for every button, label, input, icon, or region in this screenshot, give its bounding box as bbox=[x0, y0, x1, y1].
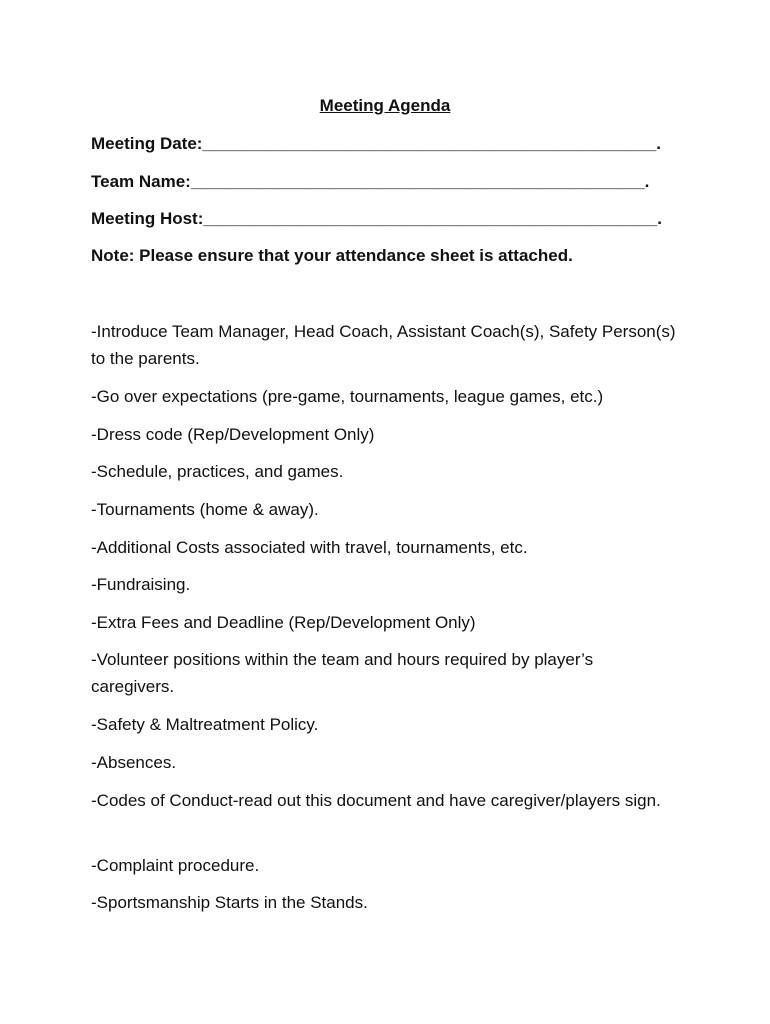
agenda-item: -Dress code (Rep/Development Only) bbox=[91, 425, 375, 444]
agenda-item: -Tournaments (home & away). bbox=[91, 500, 319, 519]
team-name-label: Team Name: bbox=[91, 172, 191, 191]
agenda-item: -Codes of Conduct-read out this document and have caregiver/players sign. bbox=[91, 791, 661, 810]
team-name-blank: ________________________________________________. bbox=[190, 172, 650, 191]
meeting-date-field bbox=[91, 133, 661, 155]
attendance-note: Note: Please ensure that your attendance sheet is attached. bbox=[91, 246, 573, 265]
agenda-item: -Volunteer positions within the team and hours required by player’s caregivers. bbox=[91, 650, 594, 696]
agenda-item: -Sportsmanship Starts in the Stands. bbox=[91, 893, 368, 912]
meeting-host-label: Meeting Host: bbox=[91, 209, 204, 228]
agenda-item: -Introduce Team Manager, Head Coach, Assistant Coach(s), Safety Person(s) to the parents. bbox=[91, 322, 676, 368]
meeting-date-label: Meeting Date: bbox=[91, 134, 203, 153]
page-title: Meeting Agenda bbox=[319, 96, 451, 115]
agenda-item: -Fundraising. bbox=[91, 575, 191, 594]
meeting-date-blank: ________________________________________________. bbox=[202, 134, 662, 153]
agenda-item: -Additional Costs associated with travel, tournaments, etc. bbox=[91, 538, 528, 557]
meeting-host-blank: ________________________________________________. bbox=[203, 209, 662, 228]
agenda-item: -Complaint procedure. bbox=[91, 856, 260, 875]
agenda-item: -Go over expectations (pre-game, tournaments, league games, etc.) bbox=[91, 387, 604, 406]
agenda-item: -Safety & Maltreatment Policy. bbox=[91, 715, 319, 734]
agenda-item: -Schedule, practices, and games. bbox=[91, 462, 344, 481]
team-name-field bbox=[91, 171, 649, 193]
meeting-host-field bbox=[91, 208, 662, 230]
agenda-item: -Extra Fees and Deadline (Rep/Development Only) bbox=[91, 613, 476, 632]
agenda-item: -Absences. bbox=[91, 753, 177, 772]
